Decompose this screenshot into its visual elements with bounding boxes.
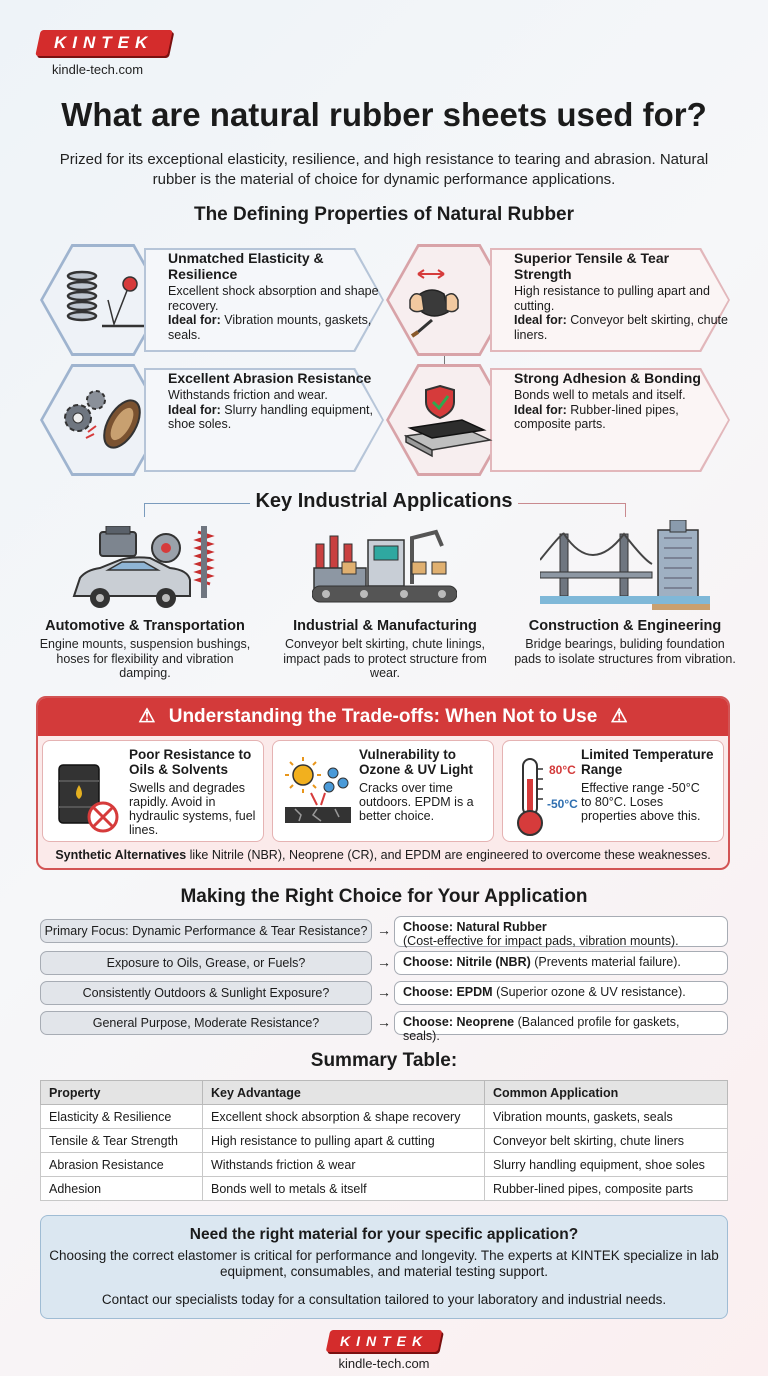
application-construction [510, 618, 740, 666]
property-desc: Excellent shock absorption and shape recovery. [168, 284, 379, 313]
warning-icon: ⚠ [610, 706, 628, 727]
choice-answer [394, 1011, 728, 1043]
tradeoff-desc: Effective range -50°C to 80°C. Loses properties above this. [581, 781, 701, 823]
tradeoff-title: Poor Resistance to Oils & Solvents [129, 747, 252, 777]
table-cell: Slurry handling equipment, shoe soles [485, 1153, 728, 1177]
logo-text: KINTEK [54, 33, 154, 52]
arrow-icon: → [377, 922, 391, 938]
site-url[interactable]: kindle-tech.com [52, 62, 144, 77]
kintek-logo[interactable] [35, 30, 173, 56]
application-desc: Engine mounts, suspension bushings, hoses for flexibility and vibration damping. [39, 637, 251, 680]
answer-rest: (Superior ozone & UV resistance). [492, 985, 686, 999]
hands-stretch-icon [404, 260, 494, 340]
property-card-elasticity [40, 244, 385, 356]
choice-heading: Making the Right Choice for Your Application [180, 886, 588, 907]
application-automotive [30, 618, 260, 681]
choice-question: Consistently Outdoors & Sunlight Exposure? [40, 981, 372, 1005]
footer-rest: like Nitrile (NBR), Neoprene (CR), and EPDM are engineered to overcome these weaknesses. [186, 848, 711, 862]
tradeoff-desc: Swells and degrades rapidly. Avoid in hydraulic systems, fuel lines. [129, 781, 256, 837]
footer-bold: Synthetic Alternatives [55, 848, 187, 862]
factory-icon [312, 524, 457, 612]
bridge-building-icon [540, 520, 710, 612]
property-desc: High resistance to pulling apart and cutting. [514, 284, 710, 313]
cta-contact[interactable]: Contact our specialists today for a consultation tailored to your laboratory and industrial needs. [101, 1292, 667, 1307]
table-row [41, 1105, 728, 1129]
tradeoff-oils [42, 740, 264, 842]
table-cell: Bonds well to metals & itself [203, 1177, 485, 1201]
tradeoff-title: Vulnerability to Ozone & UV Light [359, 747, 473, 777]
table-cell: High resistance to pulling apart & cutting [203, 1129, 485, 1153]
cta-title: Need the right material for your specific application? [189, 1226, 579, 1243]
sun-ozone-icon [281, 753, 355, 833]
kintek-logo-footer[interactable] [326, 1330, 443, 1352]
column-header: Common Application [485, 1081, 728, 1105]
table-cell: Adhesion [41, 1177, 203, 1201]
answer-bold: Choose: Neoprene [403, 1015, 515, 1029]
application-industrial [270, 618, 500, 681]
logo-text: KINTEK [339, 1333, 429, 1349]
choice-answer [394, 916, 728, 947]
choice-answer [394, 981, 728, 1005]
ideal-label: Ideal for: [168, 402, 221, 417]
temp-high-label: 80°C [549, 763, 576, 777]
tradeoffs-panel [36, 696, 730, 870]
answer-bold: Choose: EPDM [403, 985, 493, 999]
application-title: Construction & Engineering [528, 618, 722, 634]
contact-callout [40, 1215, 728, 1319]
answer-rest: (Balanced profile for gaskets, seals). [403, 1015, 680, 1043]
choice-question: Exposure to Oils, Grease, or Fuels? [40, 951, 372, 975]
ideal-label: Ideal for: [514, 402, 567, 417]
column-header: Key Advantage [203, 1081, 485, 1105]
tradeoff-ozone [272, 740, 494, 842]
choice-answer [394, 951, 728, 975]
tradeoff-title: Limited Temperature Range [581, 747, 714, 777]
shield-bond-icon [404, 380, 494, 460]
property-card-abrasion [40, 364, 385, 476]
ideal-label: Ideal for: [168, 313, 221, 327]
application-title: Industrial & Manufacturing [293, 618, 477, 634]
warning-icon: ⚠ [138, 706, 156, 727]
property-desc: Withstands friction and wear. [168, 388, 328, 402]
cta-desc: Choosing the correct elastomer is critical for performance and longevity. The experts at KINTEK specialize in lab equipment, consumables, and material testing support. [49, 1248, 719, 1279]
gears-shoe-icon [58, 380, 148, 460]
table-row [41, 1177, 728, 1201]
tradeoffs-heading: Understanding the Trade-offs: When Not to Use [168, 706, 598, 727]
table-cell: Conveyor belt skirting, chute liners [485, 1129, 728, 1153]
spring-ball-icon [58, 260, 148, 340]
site-url-footer[interactable]: kindle-tech.com [338, 1356, 430, 1371]
table-row [41, 1153, 728, 1177]
property-title: Unmatched Elasticity & Resilience [168, 250, 324, 282]
property-card-adhesion [386, 364, 731, 476]
property-card-tensile [386, 244, 731, 356]
temp-low-label: -50°C [547, 797, 578, 811]
car-engine-icon [70, 526, 220, 612]
arrow-icon: → [377, 1014, 391, 1030]
thermometer-icon [513, 755, 549, 839]
arrow-icon: → [377, 984, 391, 1000]
application-desc: Conveyor belt skirting, chute linings, impact pads to protect structure from wear. [283, 637, 487, 680]
table-cell: Rubber-lined pipes, composite parts [485, 1177, 728, 1201]
table-cell: Elasticity & Resilience [41, 1105, 203, 1129]
page-title: What are natural rubber sheets used for? [61, 96, 707, 133]
property-title: Superior Tensile & Tear Strength [514, 250, 670, 282]
column-header: Property [41, 1081, 203, 1105]
tradeoff-temperature [502, 740, 724, 842]
table-header-row [41, 1081, 728, 1105]
property-title: Strong Adhesion & Bonding [514, 370, 701, 386]
application-title: Automotive & Transportation [45, 618, 245, 634]
ideal-label: Ideal for: [514, 313, 567, 327]
oil-barrel-icon [53, 763, 125, 837]
tradeoffs-footer [38, 848, 728, 862]
summary-table [40, 1080, 728, 1201]
tradeoff-desc: Cracks over time outdoors. EPDM is a better choice. [359, 781, 474, 823]
answer-rest: (Cost-effective for impact pads, vibration mounts). [403, 934, 679, 948]
property-ideal: Vibration mounts, gaskets, seals. [168, 313, 372, 342]
arrow-icon: → [377, 954, 391, 970]
table-cell: Abrasion Resistance [41, 1153, 203, 1177]
choice-question: General Purpose, Moderate Resistance? [40, 1011, 372, 1035]
answer-rest: (Prevents material failure). [530, 955, 681, 969]
table-cell: Vibration mounts, gaskets, seals [485, 1105, 728, 1129]
summary-heading: Summary Table: [310, 1050, 458, 1071]
choice-question: Primary Focus: Dynamic Performance & Tear Resistance? [40, 919, 372, 943]
property-desc: Bonds well to metals and itself. [514, 388, 686, 402]
answer-bold: Choose: Nitrile (NBR) [403, 955, 531, 969]
table-row [41, 1129, 728, 1153]
application-desc: Bridge bearings, buliding foundation pads to isolate structures from vibration. [514, 637, 736, 666]
table-cell: Tensile & Tear Strength [41, 1129, 203, 1153]
property-title: Excellent Abrasion Resistance [168, 370, 372, 386]
property-ideal: Conveyor belt skirting, chute liners. [514, 313, 728, 342]
tradeoffs-heading-bar [38, 698, 728, 736]
intro-text: Prized for its exceptional elasticity, resilience, and high resistance to tearing and abrasion. Natural rubber is the material of choice for dynamic performance applications. [59, 151, 709, 188]
table-cell: Withstands friction & wear [203, 1153, 485, 1177]
properties-heading: The Defining Properties of Natural Rubber [193, 204, 575, 225]
property-ideal: Slurry handling equipment, shoe soles. [168, 402, 373, 431]
answer-bold: Choose: Natural Rubber [403, 920, 547, 934]
property-ideal: Rubber-lined pipes, composite parts. [514, 402, 679, 431]
table-cell: Excellent shock absorption & shape recovery [203, 1105, 485, 1129]
applications-heading: Key Industrial Applications [255, 490, 513, 512]
